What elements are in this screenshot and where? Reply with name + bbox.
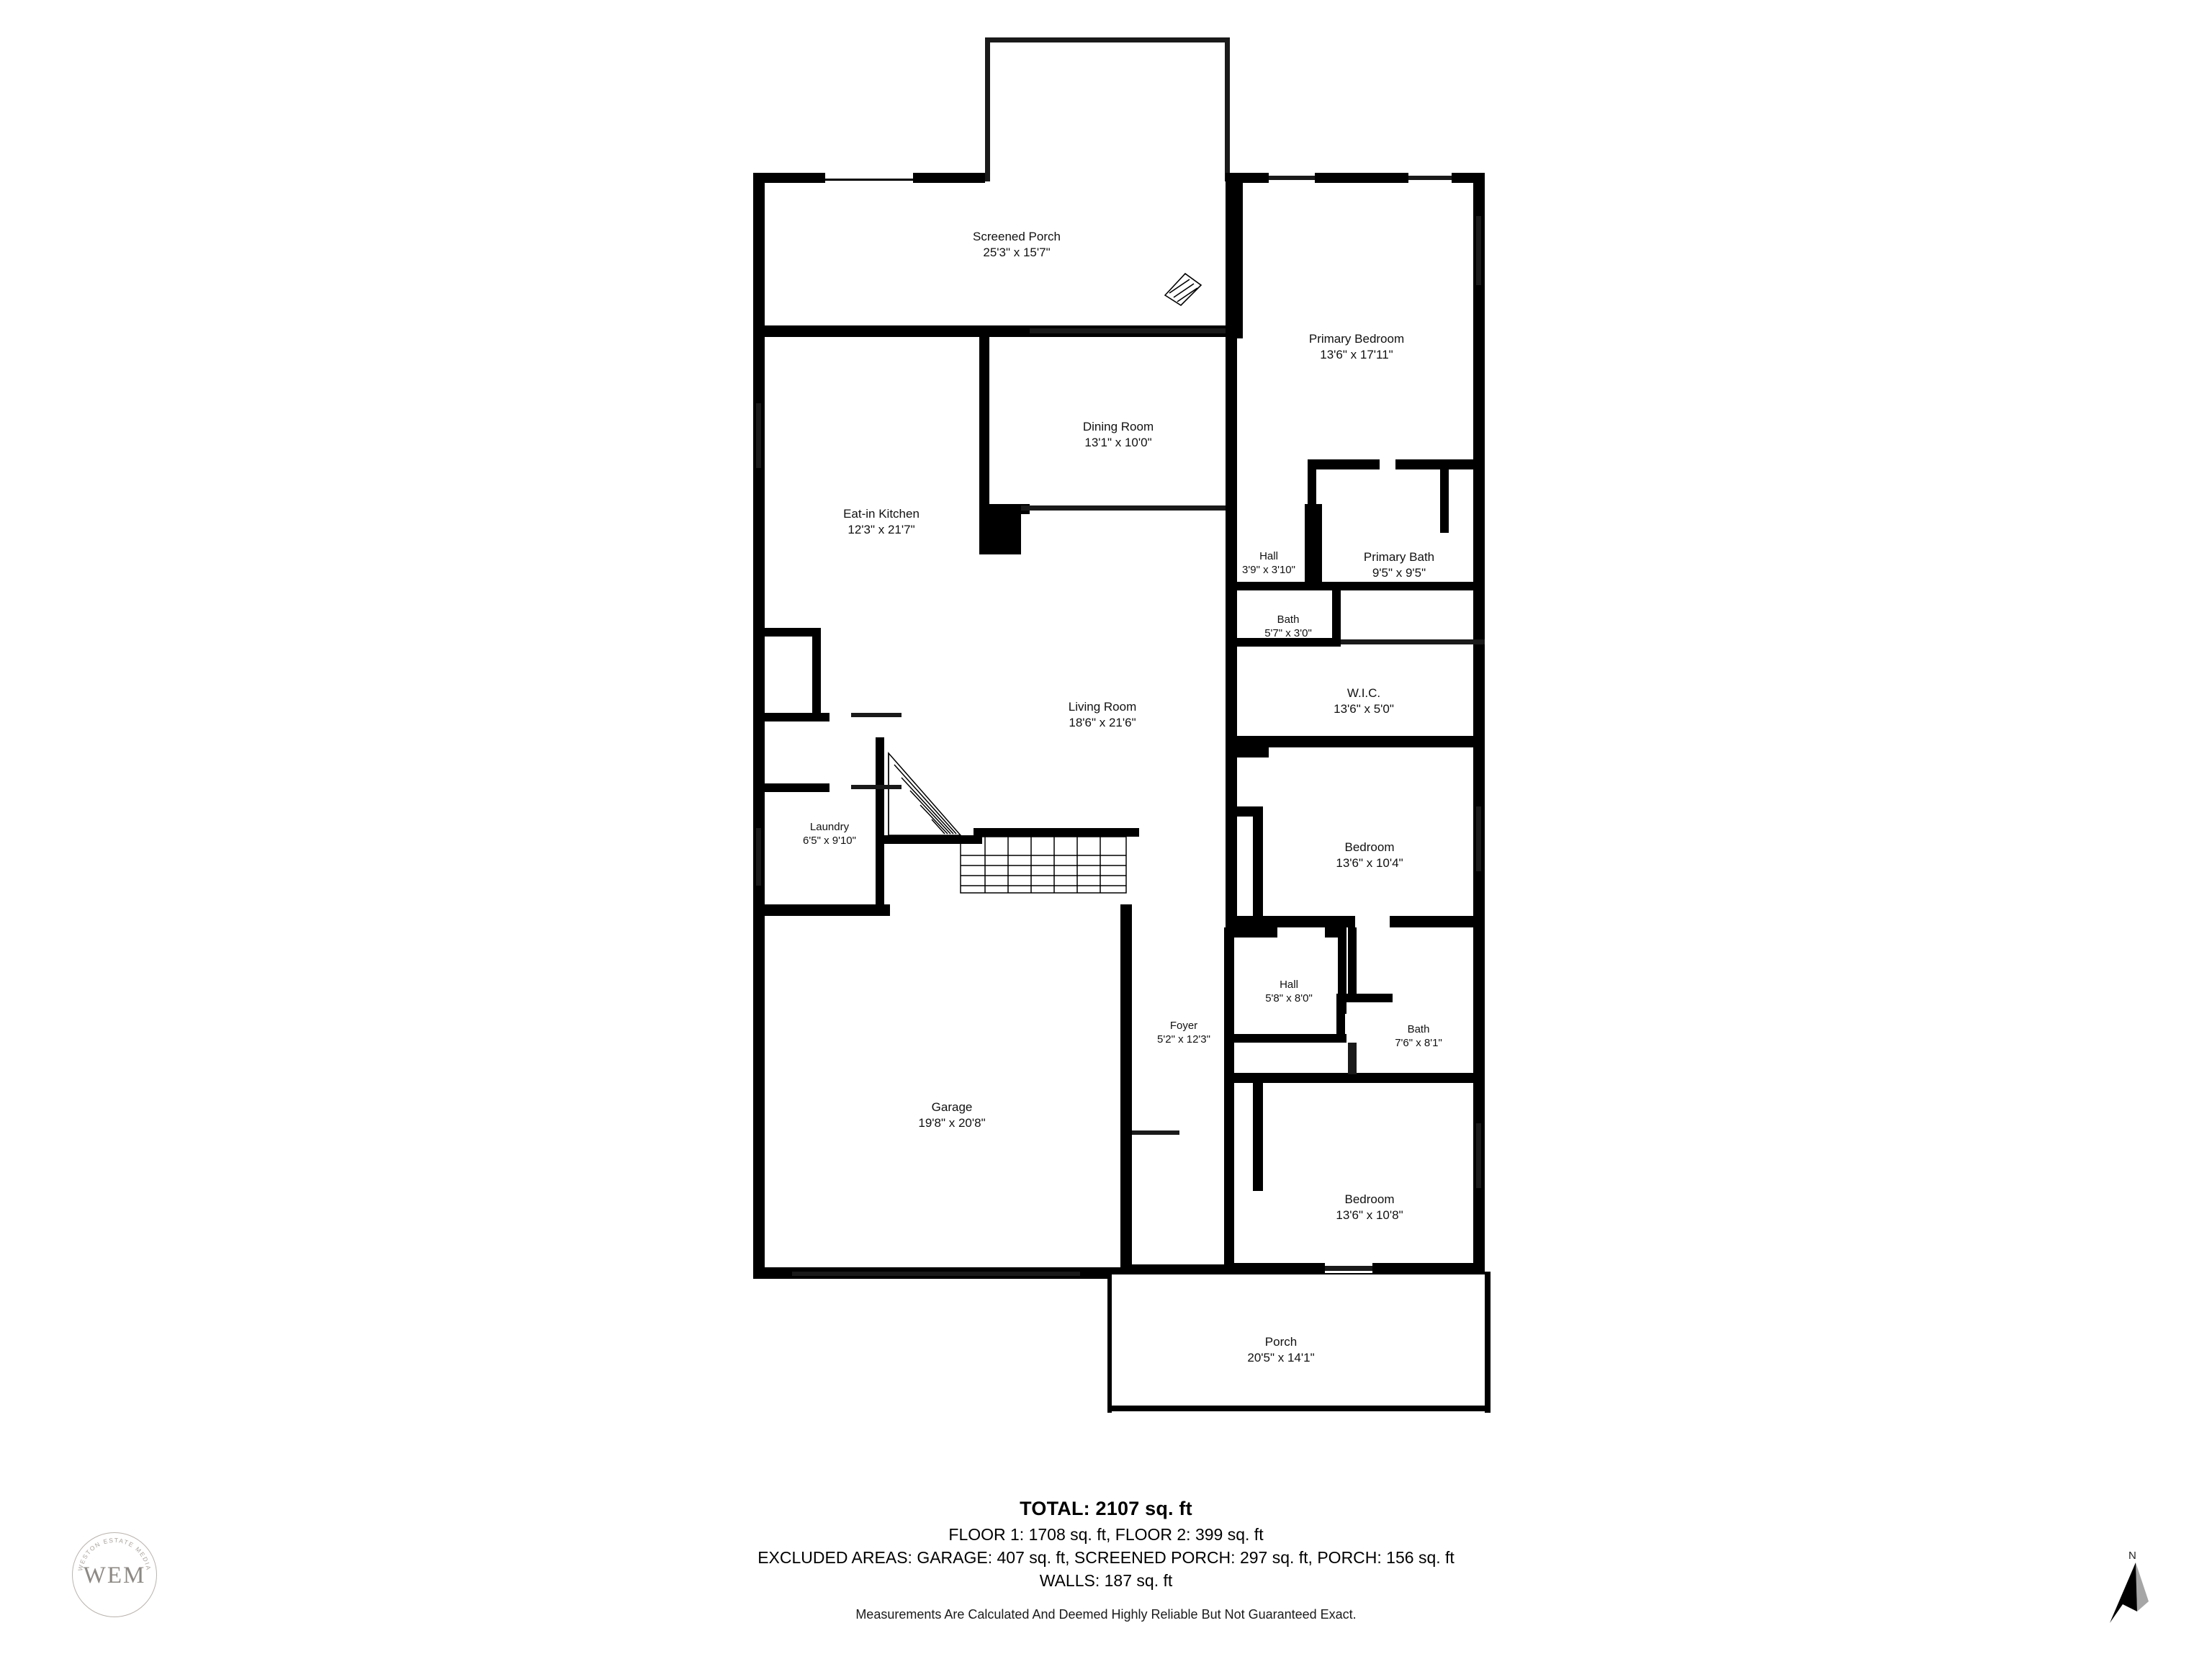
wall-area: WALLS: 187 sq. ft [1039, 1571, 1173, 1590]
wall-primary-bedroom-top-2 [1315, 173, 1408, 183]
room-label: Eat-in Kitchen 12'3" x 21'7" [843, 507, 920, 536]
wall-garage-entry-stub [1120, 1118, 1132, 1133]
wall-porch-bumpout-left [985, 37, 990, 181]
wall-bedroom-lower-closet [1253, 1083, 1263, 1191]
wall-primary-bath-right-niche [1440, 468, 1449, 533]
window-right-bedroom-lower [1476, 1123, 1481, 1188]
wall-screened-porch-top-right [913, 173, 985, 183]
compass-north-label: N [2128, 1550, 2136, 1562]
wall-primary-bath-left [1313, 504, 1322, 583]
total-area: TOTAL: 2107 sq. ft [1020, 1498, 1192, 1519]
room-label: Dining Room 13'1" x 10'0" [1082, 420, 1154, 449]
wall-bedroom-mid-bottom [1226, 916, 1355, 927]
wall-screened-porch-left [753, 173, 765, 338]
wall-bedroom-mid-closet [1253, 806, 1263, 916]
wall-porch-bumpout-top [985, 37, 1230, 42]
wall-hall-lower-top [1234, 927, 1277, 938]
wall-hall-lower-bottom-step [1338, 994, 1393, 1002]
wall-central-spine-lower [1226, 740, 1237, 916]
room-label: Living Room 18'6" x 21'6" [1068, 700, 1137, 729]
room-label: Screened Porch 25'3" x 15'7" [973, 230, 1061, 259]
door-kitchen [851, 713, 902, 717]
wall-primary-bedroom-top [1226, 173, 1269, 183]
wall-laundry-right [812, 628, 821, 714]
exterior-stairs-icon [1158, 261, 1208, 311]
door-living-left [851, 785, 902, 789]
wall-hall-upper-right [1305, 504, 1313, 590]
wall-bath-lower-bottom [1234, 1073, 1485, 1083]
wall-laundry-bottom [753, 904, 890, 916]
window-left-living [756, 828, 761, 886]
compass [2095, 1550, 2153, 1629]
wall-bath-lower-left [1348, 927, 1357, 997]
room-label: Bedroom 13'6" x 10'4" [1336, 840, 1403, 870]
wall-wic-bottom [1226, 736, 1485, 747]
wall-garage-left [753, 904, 765, 1279]
floor-areas: FLOOR 1: 1708 sq. ft, FLOOR 2: 399 sq. ft [948, 1525, 1264, 1544]
wall-foyer-right [1224, 927, 1234, 1093]
wall-laundry-top [765, 628, 821, 637]
wall-central-spine-upper [1226, 173, 1237, 513]
window-right-bedroom-mid [1476, 806, 1481, 871]
excluded-areas: EXCLUDED AREAS: GARAGE: 407 sq. ft, SCREENED PORCH: 297 sq. ft, PORCH: 156 sq. ft [757, 1548, 1455, 1567]
kitchen-island [979, 514, 1021, 554]
window-primary-bedroom-top-2 [1408, 176, 1452, 180]
wall-exterior-left-upper [753, 325, 765, 628]
wall-bedroom-mid-bottom-2 [1390, 916, 1485, 927]
wall-hall-upper-bottom [1226, 582, 1313, 590]
wall-porch-left [1107, 1272, 1112, 1413]
wall-central-spine-mid [1226, 513, 1237, 740]
garage-door-bottom [792, 1272, 1080, 1276]
wall-laundry-divider [765, 713, 830, 721]
room-label: Bath 7'6" x 8'1" [1395, 1023, 1442, 1050]
door-garage-to-foyer [1132, 1130, 1179, 1135]
wall-exterior-right-mid [1473, 468, 1485, 778]
wall-foyer-right-lower [1224, 1093, 1234, 1273]
wall-bath-lower-divider [1348, 1043, 1357, 1074]
wall-primary-bedroom-bottom [1308, 459, 1380, 469]
wall-hall-lower-step-vert [1336, 994, 1345, 1043]
room-label: Foyer 5'2" x 12'3" [1157, 1020, 1210, 1046]
window-right-primary [1476, 216, 1481, 285]
room-label: Bedroom 13'6" x 10'8" [1336, 1192, 1403, 1222]
room-label: Hall 3'9" x 3'10" [1242, 550, 1295, 577]
wall-bedroom-mid-left [1226, 747, 1269, 757]
room-label: Porch 20'5" x 14'1" [1247, 1335, 1315, 1364]
logo-mark: WEM [83, 1563, 146, 1588]
wall-dining-top-thin [1030, 328, 1230, 333]
room-label: Primary Bedroom 13'6" x 17'11" [1308, 332, 1405, 361]
wall-wic-top [1341, 639, 1485, 644]
room-label: Laundry 6'5" x 9'10" [803, 821, 856, 848]
room-label: Garage 19'8" x 20'8" [918, 1100, 986, 1130]
window-left-kitchen [756, 403, 761, 468]
wall-porch-bottom [1107, 1406, 1491, 1411]
area-summary [0, 1498, 2212, 1622]
wall-stair-run-top [974, 828, 1139, 837]
wall-dining-bottom-thin [1021, 505, 1230, 511]
room-label: Hall 5'8" x 8'0" [1265, 979, 1313, 1005]
wall-laundry-mid [765, 783, 830, 792]
wall-screened-porch-top [753, 173, 825, 183]
wall-hall-lower-bottom [1234, 1034, 1346, 1043]
wall-bedroom-mid-closet-top [1226, 806, 1263, 817]
wall-primary-bedroom-top-3 [1452, 173, 1485, 183]
screened-porch-bumpout [985, 37, 1230, 181]
wall-bath-upper-right [1332, 590, 1341, 647]
screened-porch-join [988, 177, 1227, 183]
wall-porch-right [1485, 1272, 1491, 1413]
company-logo [56, 1528, 179, 1622]
logo-arc-label: WESTON ESTATE MEDIA [76, 1536, 153, 1572]
compass-needle-icon [2095, 1560, 2153, 1629]
room-label: Primary Bath 9'5" x 9'5" [1363, 550, 1435, 580]
wall-primary-bath-bottom [1313, 582, 1485, 590]
wall-porch-bumpout-right [1225, 37, 1230, 181]
room-label: Bath 5'7" x 3'0" [1264, 613, 1312, 640]
disclaimer-text: Measurements Are Calculated And Deemed Highly Reliable But Not Guaranteed Exact. [855, 1607, 1357, 1622]
window-bedroom-lower [1325, 1266, 1372, 1271]
wall-stair-left [876, 737, 884, 916]
wall-garage-right [1120, 904, 1132, 1279]
window-primary-bedroom-top [1269, 176, 1315, 180]
room-label: W.I.C. 13'6" x 5'0" [1334, 686, 1394, 716]
